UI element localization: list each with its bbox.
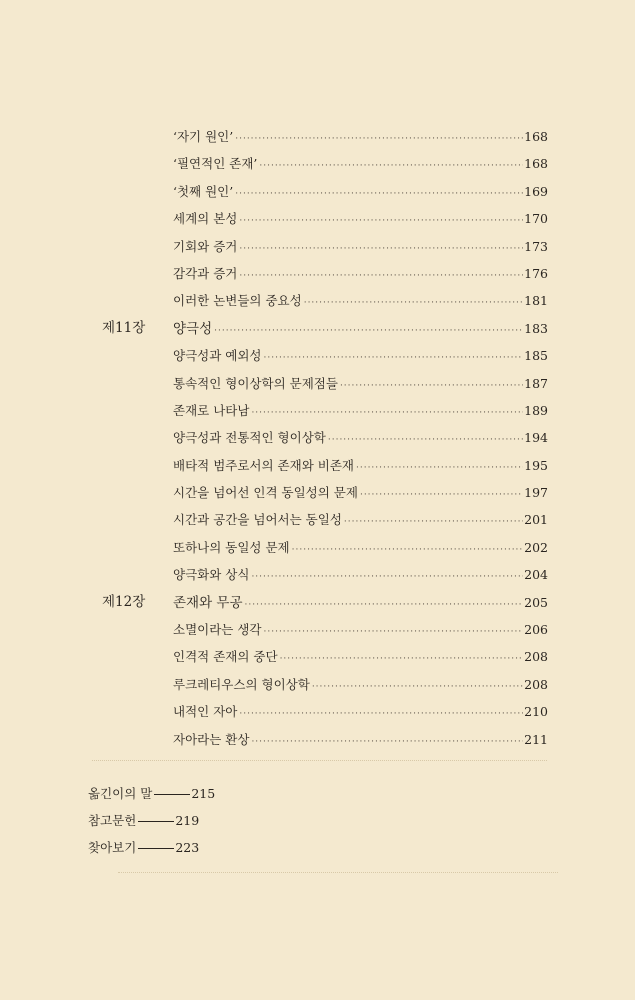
- entry-title: 통속적인 형이상학의 문제점들: [173, 375, 338, 391]
- toc-entry-line: [173, 424, 548, 454]
- toc-entry-line: [173, 150, 548, 180]
- entry-title: 감각과 증거: [173, 265, 238, 281]
- chapter-number: 제11장: [102, 319, 146, 336]
- page-number: 195: [524, 457, 548, 473]
- toc-entry: [0, 698, 635, 725]
- toc-entry: [0, 150, 635, 177]
- toc-entry-line: [173, 370, 548, 400]
- page-number: 210: [524, 704, 548, 720]
- toc-entry: [0, 178, 635, 205]
- entry-title: 시간을 넘어선 인격 동일성의 문제: [173, 485, 358, 501]
- page-number: 206: [524, 622, 548, 638]
- page-number: 185: [524, 348, 548, 364]
- toc-entry: [0, 260, 635, 287]
- page-number: 197: [524, 485, 548, 501]
- entry-title: 옮긴이의 말: [88, 786, 153, 801]
- page-number: 223: [175, 840, 200, 855]
- page-number: 201: [524, 512, 548, 528]
- entry-title: 존재로 나타남: [173, 402, 250, 418]
- back-matter-entry: [88, 780, 215, 807]
- dot-leader: [251, 729, 523, 756]
- toc-entry: [0, 616, 635, 643]
- toc-entry: [0, 561, 635, 588]
- page-number: 169: [524, 183, 548, 199]
- dot-leader: [328, 427, 523, 454]
- entry-title: ‘첫째 원인’: [173, 183, 234, 199]
- page-number: 219: [175, 813, 200, 828]
- entry-title: 세계의 본성: [173, 211, 238, 227]
- dot-leader: [280, 646, 524, 673]
- toc-entry-line: [173, 342, 548, 372]
- dot-leader: [259, 153, 523, 180]
- entry-title: 인격적 존재의 중단: [173, 649, 278, 665]
- dot-leader: [235, 181, 523, 208]
- table-of-contents: [0, 123, 635, 753]
- toc-entry-line: [173, 534, 548, 564]
- toc-entry-line: [173, 287, 548, 317]
- toc-entry: [0, 479, 635, 506]
- entry-title: 참고문헌: [88, 813, 137, 828]
- back-matter-entry: [88, 834, 215, 861]
- entry-title: 존재와 무공: [173, 594, 243, 611]
- toc-entry: [0, 424, 635, 451]
- dot-leader: [235, 126, 523, 153]
- toc-entry: [0, 233, 635, 260]
- toc-entry-line: [173, 315, 548, 345]
- back-matter: [88, 780, 215, 861]
- entry-title: 또하나의 동일성 문제: [173, 539, 290, 555]
- toc-entry: [0, 287, 635, 314]
- toc-entry: [0, 123, 635, 150]
- entry-title: 배타적 범주로서의 존재와 비존재: [173, 457, 354, 473]
- toc-entry-line: [173, 452, 548, 482]
- toc-entry-line: [173, 260, 548, 290]
- dot-leader: [344, 509, 523, 536]
- em-dash-leader: [154, 794, 190, 795]
- page-number: 168: [524, 156, 548, 172]
- toc-entry-line: [173, 589, 548, 619]
- page-number: 189: [524, 402, 548, 418]
- dot-leader: [251, 564, 523, 591]
- toc-entry-line: [173, 479, 548, 509]
- toc-entry: [0, 643, 635, 670]
- page-number: 183: [524, 320, 548, 336]
- page-number: 204: [524, 567, 548, 583]
- entry-title: 시간과 공간을 넘어서는 동일성: [173, 512, 342, 528]
- entry-title: 소멸이라는 생각: [173, 622, 262, 638]
- page-number: 194: [524, 430, 548, 446]
- entry-title: 이러한 논변들의 중요성: [173, 293, 302, 309]
- dot-leader: [214, 318, 523, 345]
- dot-leader: [356, 455, 523, 482]
- entry-title: 기회와 증거: [173, 238, 238, 254]
- toc-entry: [0, 671, 635, 698]
- entry-title: 자아라는 환상: [173, 731, 250, 747]
- dot-leader: [239, 236, 523, 263]
- toc-entry-line: [173, 561, 548, 591]
- page-number: 208: [524, 649, 548, 665]
- toc-entry: [0, 452, 635, 479]
- em-dash-leader: [138, 821, 174, 822]
- page-number: 187: [524, 375, 548, 391]
- page-number: 215: [191, 786, 216, 801]
- dot-leader: [312, 674, 523, 701]
- toc-entry: [0, 315, 635, 342]
- page-number: 173: [524, 238, 548, 254]
- dot-leader: [340, 373, 523, 400]
- dot-leader: [239, 208, 523, 235]
- entry-title: ‘자기 원인’: [173, 129, 234, 144]
- toc-entry-line: [173, 233, 548, 263]
- faint-rule: [118, 872, 558, 873]
- dot-leader: [245, 592, 524, 619]
- entry-title: 양극성과 전통적인 형이상학: [173, 430, 326, 446]
- back-matter-entry: [88, 807, 215, 834]
- toc-entry: [0, 397, 635, 424]
- dot-leader: [251, 400, 523, 427]
- page-number: 168: [524, 129, 548, 144]
- page-number: 181: [524, 293, 548, 309]
- entry-title: 양극성: [173, 320, 213, 337]
- page-number: 176: [524, 265, 548, 281]
- toc-entry-line: [173, 643, 548, 673]
- dot-leader: [304, 290, 523, 317]
- em-dash-leader: [138, 848, 174, 849]
- dot-leader: [239, 263, 523, 290]
- entry-title: 찾아보기: [88, 840, 137, 855]
- page-number: 205: [524, 594, 548, 610]
- chapter-number: 제12장: [102, 593, 146, 610]
- toc-entry-line: [173, 506, 548, 536]
- page-number: 208: [524, 676, 548, 692]
- entry-title: 양극성과 예외성: [173, 348, 262, 364]
- dot-leader: [360, 482, 523, 509]
- page-number: 211: [524, 731, 548, 747]
- toc-entry-line: [173, 671, 548, 701]
- page-number: 202: [524, 539, 548, 555]
- faint-rule: [92, 760, 547, 761]
- entry-title: ‘필연적인 존재’: [173, 156, 258, 172]
- toc-entry-line: [173, 616, 548, 646]
- toc-entry: [0, 726, 635, 753]
- dot-leader: [264, 619, 524, 646]
- toc-entry-line: [173, 123, 548, 153]
- entry-title: 양극화와 상식: [173, 567, 250, 583]
- toc-entry: [0, 342, 635, 369]
- dot-leader: [292, 537, 524, 564]
- entry-title: 내적인 자아: [173, 704, 238, 720]
- entry-title: 루크레티우스의 형이상학: [173, 676, 310, 692]
- toc-entry: [0, 205, 635, 232]
- toc-entry-line: [173, 178, 548, 208]
- page-number: 170: [524, 211, 548, 227]
- toc-entry: [0, 534, 635, 561]
- dot-leader: [239, 701, 523, 728]
- dot-leader: [264, 345, 524, 372]
- toc-entry-line: [173, 726, 548, 756]
- toc-entry-line: [173, 698, 548, 728]
- toc-entry-line: [173, 205, 548, 235]
- toc-entry: [0, 370, 635, 397]
- toc-entry: [0, 506, 635, 533]
- toc-entry-line: [173, 397, 548, 427]
- toc-entry: [0, 589, 635, 616]
